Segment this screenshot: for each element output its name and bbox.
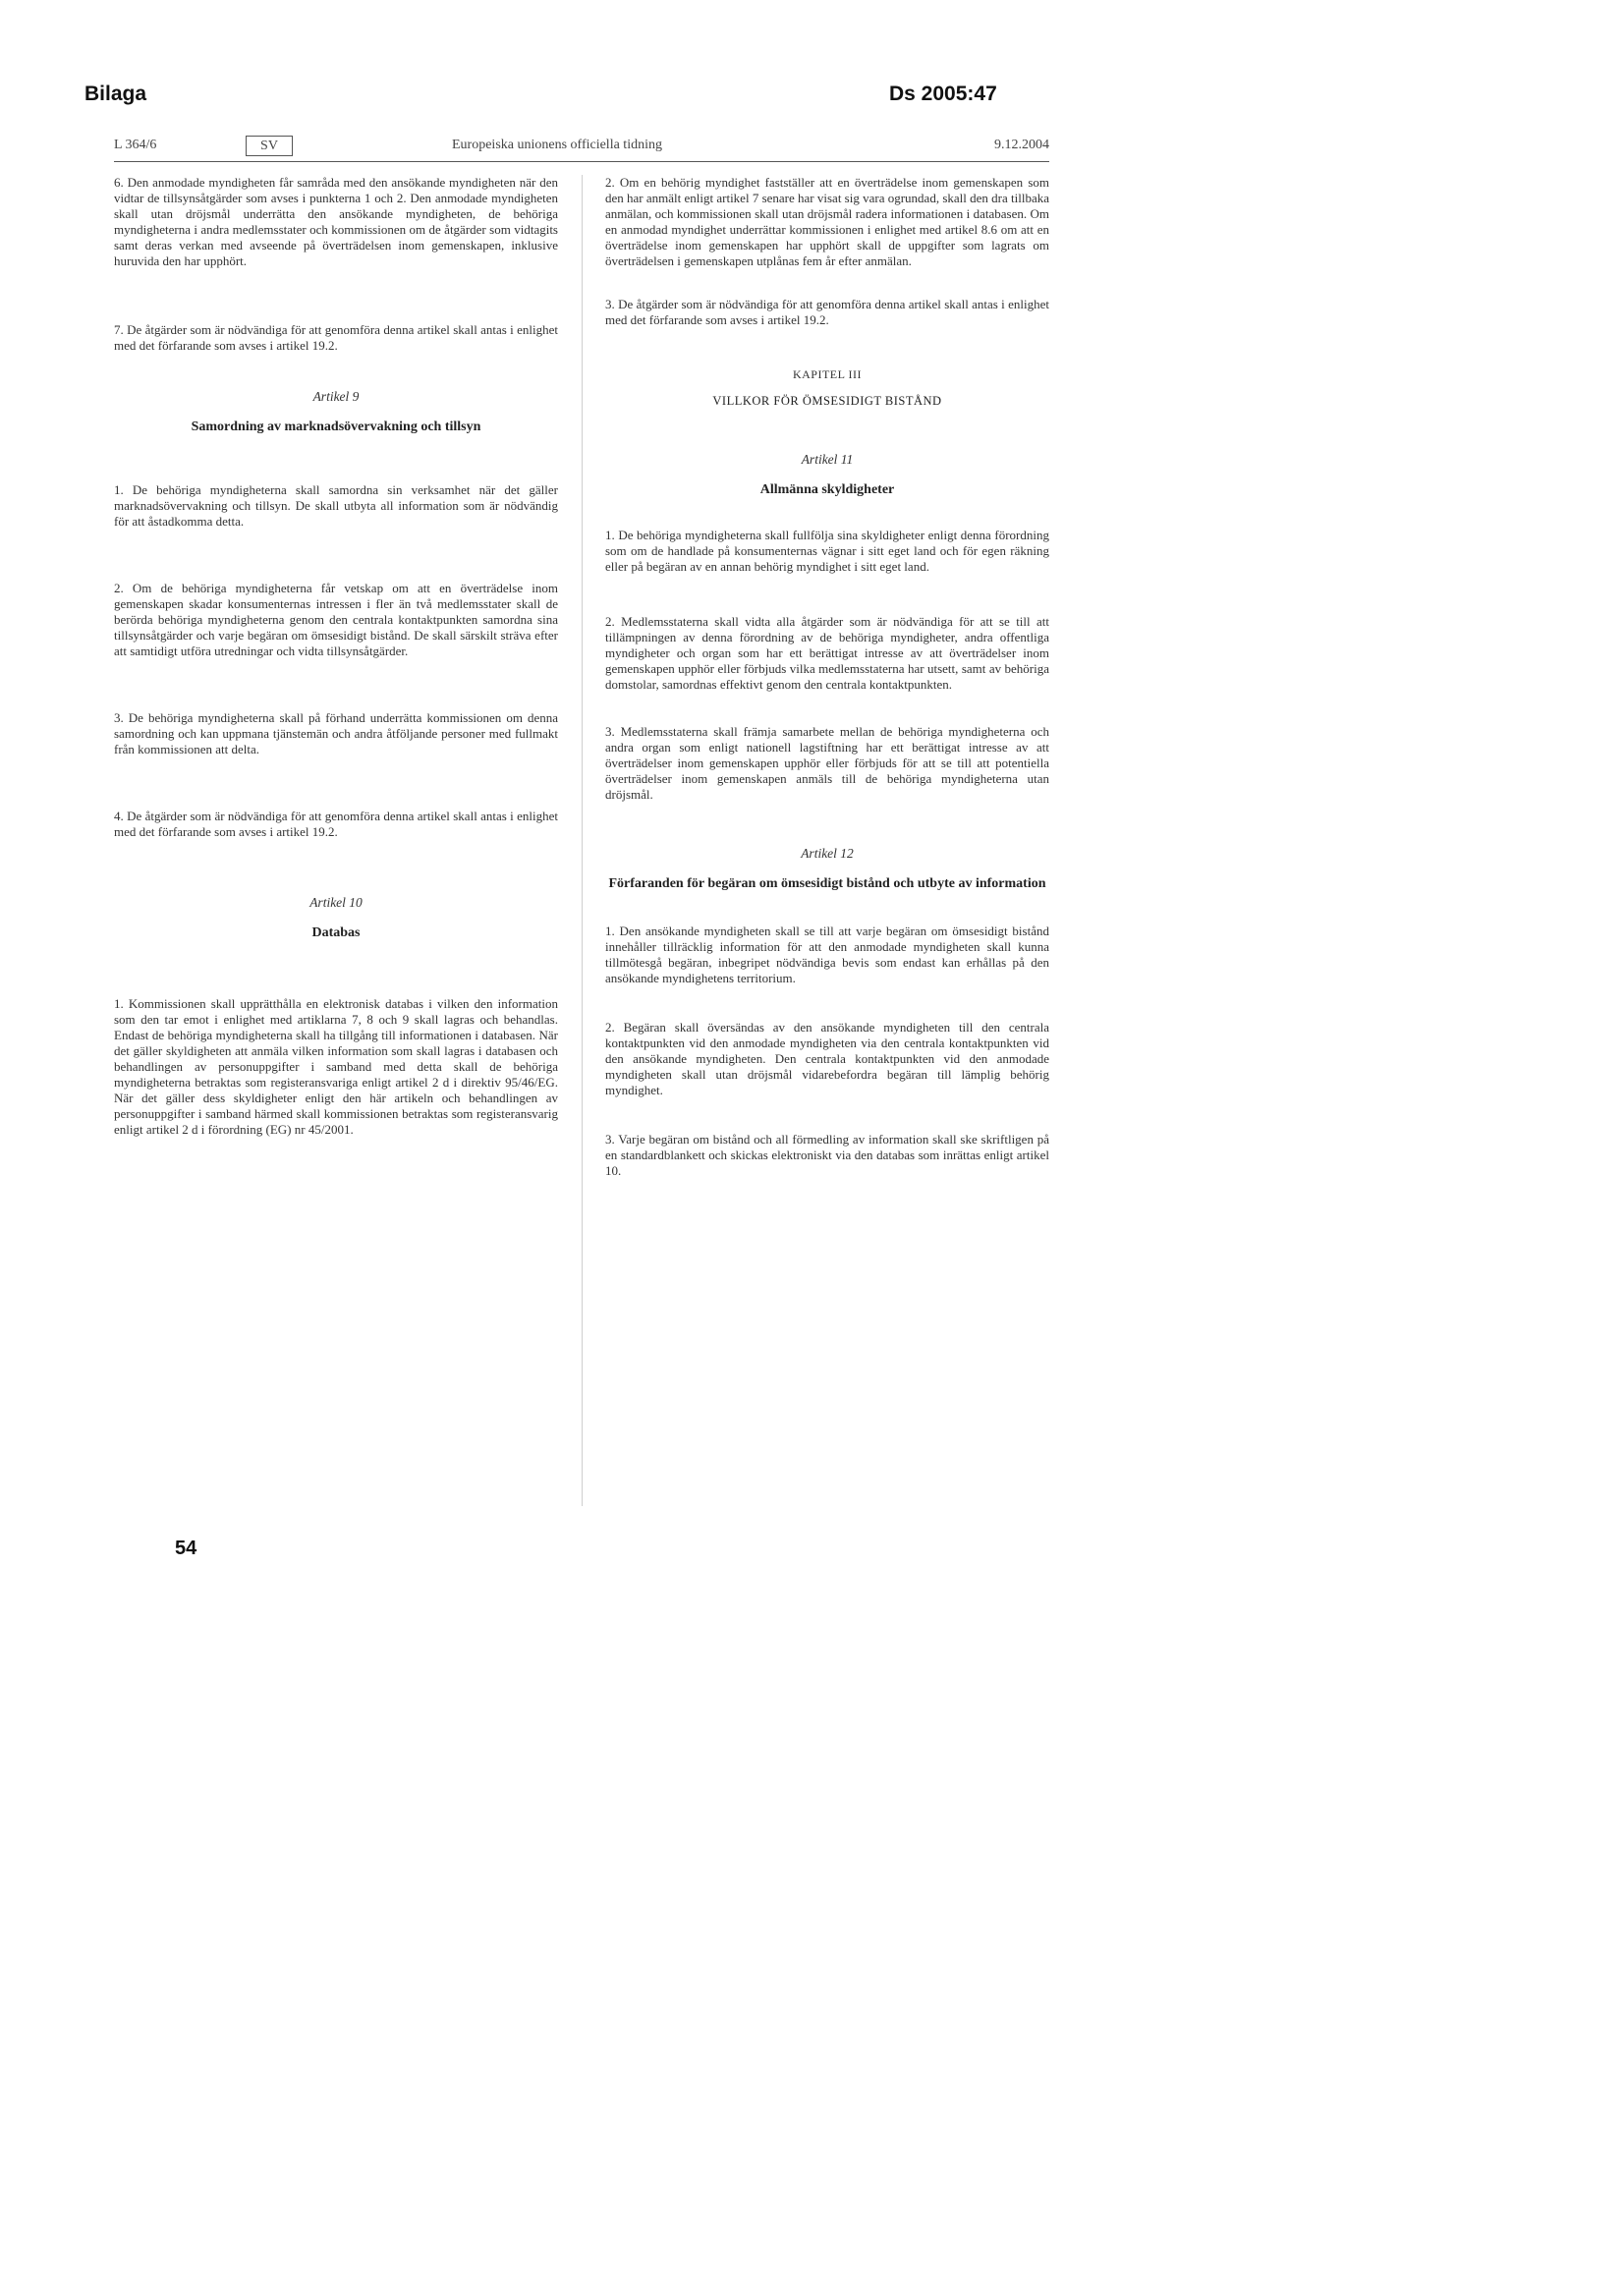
paragraph: 1. De behöriga myndigheterna skall samordna sin verksamhet när det gäller marknadsövervakning och tillsyn. De skall utbyta all information som är nödvändig för att åstadkomma detta. xyxy=(114,482,558,529)
paragraph: 3. Varje begäran om bistånd och all förmedling av information skall ske skriftligen på en standardblankett och skickas elektroniskt via den databas som inrättas enligt artikel 10. xyxy=(605,1132,1049,1178)
chapter-label: KAPITEL III xyxy=(792,367,863,381)
article-label: Artikel 12 xyxy=(801,846,854,861)
article-title: Allmänna skyldigheter xyxy=(759,482,895,497)
journal-header xyxy=(114,136,1049,157)
article-title: Samordning av marknadsövervakning och tillsyn xyxy=(191,420,481,434)
paragraph: 1. De behöriga myndigheterna skall fullfölja sina skyldigheter enligt denna förordning som om de handlade på konsumenternas vägnar i sitt eget land och för egen räkning eller på begäran av en annan behörig myndighet i sitt eget land. xyxy=(605,528,1049,574)
paragraph: 6. Den anmodade myndigheten får samråda med den ansökande myndigheten när den vidtar de tillsynsåtgärder som avses i punkterna 1 och 2. Den anmodade myndigheten skall utan dröjsmål underrätta den ansökande myndigheten, de behöriga myndigheterna i andra medlemsstater och kommissionen om de åtgärder som vidtagits samt deras verkan med avseende på överträdelsen inom gemenskapen, inklusive huruvida den har upphört. xyxy=(114,175,558,268)
page-number: 54 xyxy=(175,1538,197,1559)
article-label: Artikel 9 xyxy=(312,389,360,404)
chapter-title: VILLKOR FÖR ÖMSESIDIGT BISTÅND xyxy=(712,394,942,408)
right-column xyxy=(605,175,1049,1179)
document-reference: Ds 2005:47 xyxy=(889,83,997,105)
paragraph: 2. Om de behöriga myndigheterna får vetskap om att en överträdelse inom gemenskapen skadar konsumenternas intressen i fler än två medlemsstater skall de berörda behöriga myndigheterna genom den centrala kontaktpunkten samordna sina tillsynsåtgärder och varje begäran om ömsesidigt bistånd. De skall särskilt sträva efter att samtidigt utföra utredningar och vidta tillsynsåtgärder. xyxy=(114,581,558,658)
journal-ref: L 364/6 xyxy=(114,138,157,152)
paragraph: 7. De åtgärder som är nödvändiga för att genomföra denna artikel skall antas i enlighet med det förfarande som avses i artikel 19.2. xyxy=(114,322,558,353)
article-title: Databas xyxy=(311,925,361,940)
article-label: Artikel 11 xyxy=(801,452,854,467)
journal-title: Europeiska unionens officiella tidning xyxy=(452,138,662,152)
article-label: Artikel 10 xyxy=(309,895,363,910)
left-column xyxy=(114,175,558,1138)
annex-label: Bilaga xyxy=(84,83,147,105)
paragraph: 2. Begäran skall översändas av den ansökande myndigheten till den centrala kontaktpunkten vid den anmodade myndigheten via den centrala kontaktpunkten vid den ansökande myndigheten. Den centrala kontaktpunkten vid den anmodade myndigheten skall utan dröjsmål vidarebefordra begäran till lämplig behörig myndighet. xyxy=(605,1020,1049,1097)
paragraph: 3. Medlemsstaterna skall främja samarbete mellan de behöriga myndigheterna och andra organ som enligt nationell lagstiftning har ett berättigat intresse av att överträdelser inom gemenskapen upphör eller förbjuds för att se till att potentiella överträdelser inom gemenskapen anmäls till de behöriga myndigheterna utan dröjsmål. xyxy=(605,724,1049,802)
paragraph: 4. De åtgärder som är nödvändiga för att genomföra denna artikel skall antas i enlighet med det förfarande som avses i artikel 19.2. xyxy=(114,809,558,839)
column-divider xyxy=(582,175,583,1506)
article-title: Förfaranden för begäran om ömsesidigt bistånd och utbyte av information xyxy=(608,876,1046,891)
paragraph: 3. De åtgärder som är nödvändiga för att genomföra denna artikel skall antas i enlighet med det förfarande som avses i artikel 19.2. xyxy=(605,297,1049,327)
header-rule xyxy=(114,161,1049,162)
paragraph: 2. Medlemsstaterna skall vidta alla åtgärder som är nödvändiga för att se till att tillämpningen av denna förordning av de behöriga myndigheter, andra offentliga myndigheter och organ som har ett berättigat intresse av att överträdelser inom gemenskapen upphör eller förbjuds vilka medlemsstaterna har utsett, samt av behöriga domstolar, samordnas effektivt genom den centrala kontaktpunkten. xyxy=(605,614,1049,692)
language-badge: SV xyxy=(246,136,293,156)
paragraph: 3. De behöriga myndigheterna skall på förhand underrätta kommissionen om denna samordning och kan uppmana tjänstemän och andra åtföljande personer med fullmakt från kommissionen att delta. xyxy=(114,710,558,756)
paragraph: 2. Om en behörig myndighet fastställer att en överträdelse inom gemenskapen som den har anmält enligt artikel 7 senare har visat sig vara ogrundad, skall den dra tillbaka anmälan, och kommissionen skall utan dröjsmål radera informationen i databasen. Om en anmodad myndighet underrättar kommissionen i enlighet med artikel 8.6 om att en överträdelse inom gemenskapen har upphört skall de uppgifter som lagrats om överträdelsen i gemenskapen utplånas fem år efter anmälan. xyxy=(605,175,1049,268)
paragraph: 1. Kommissionen skall upprätthålla en elektronisk databas i vilken den information som den tar emot i enlighet med artiklarna 7, 8 och 9 skall lagras och behandlas. Endast de behöriga myndigheterna skall ha tillgång till informationen i databasen. När det gäller skyldigheten att anmäla vilken information som skall lagras i databasen och behandlingen av personuppgifter i samband med detta skall de behöriga myndigheterna betraktas som registeransvariga enligt artikel 2 d i direktiv 95/46/EG. När det gäller dess skyldigheter enligt den här artikeln och behandlingen av personuppgifter i samband härmed skall kommissionen betraktas som registeransvarig enligt artikel 2 d i förordning (EG) nr 45/2001. xyxy=(114,996,558,1137)
paragraph: 1. Den ansökande myndigheten skall se till att varje begäran om ömsesidigt bistånd innehåller tillräcklig information för att den anmodade myndigheten skall kunna tillmötesgå begäran, inbegripet nödvändiga bevis som endast kan erhållas på den ansökande myndighetens territorium. xyxy=(605,924,1049,985)
journal-date: 9.12.2004 xyxy=(994,138,1049,152)
